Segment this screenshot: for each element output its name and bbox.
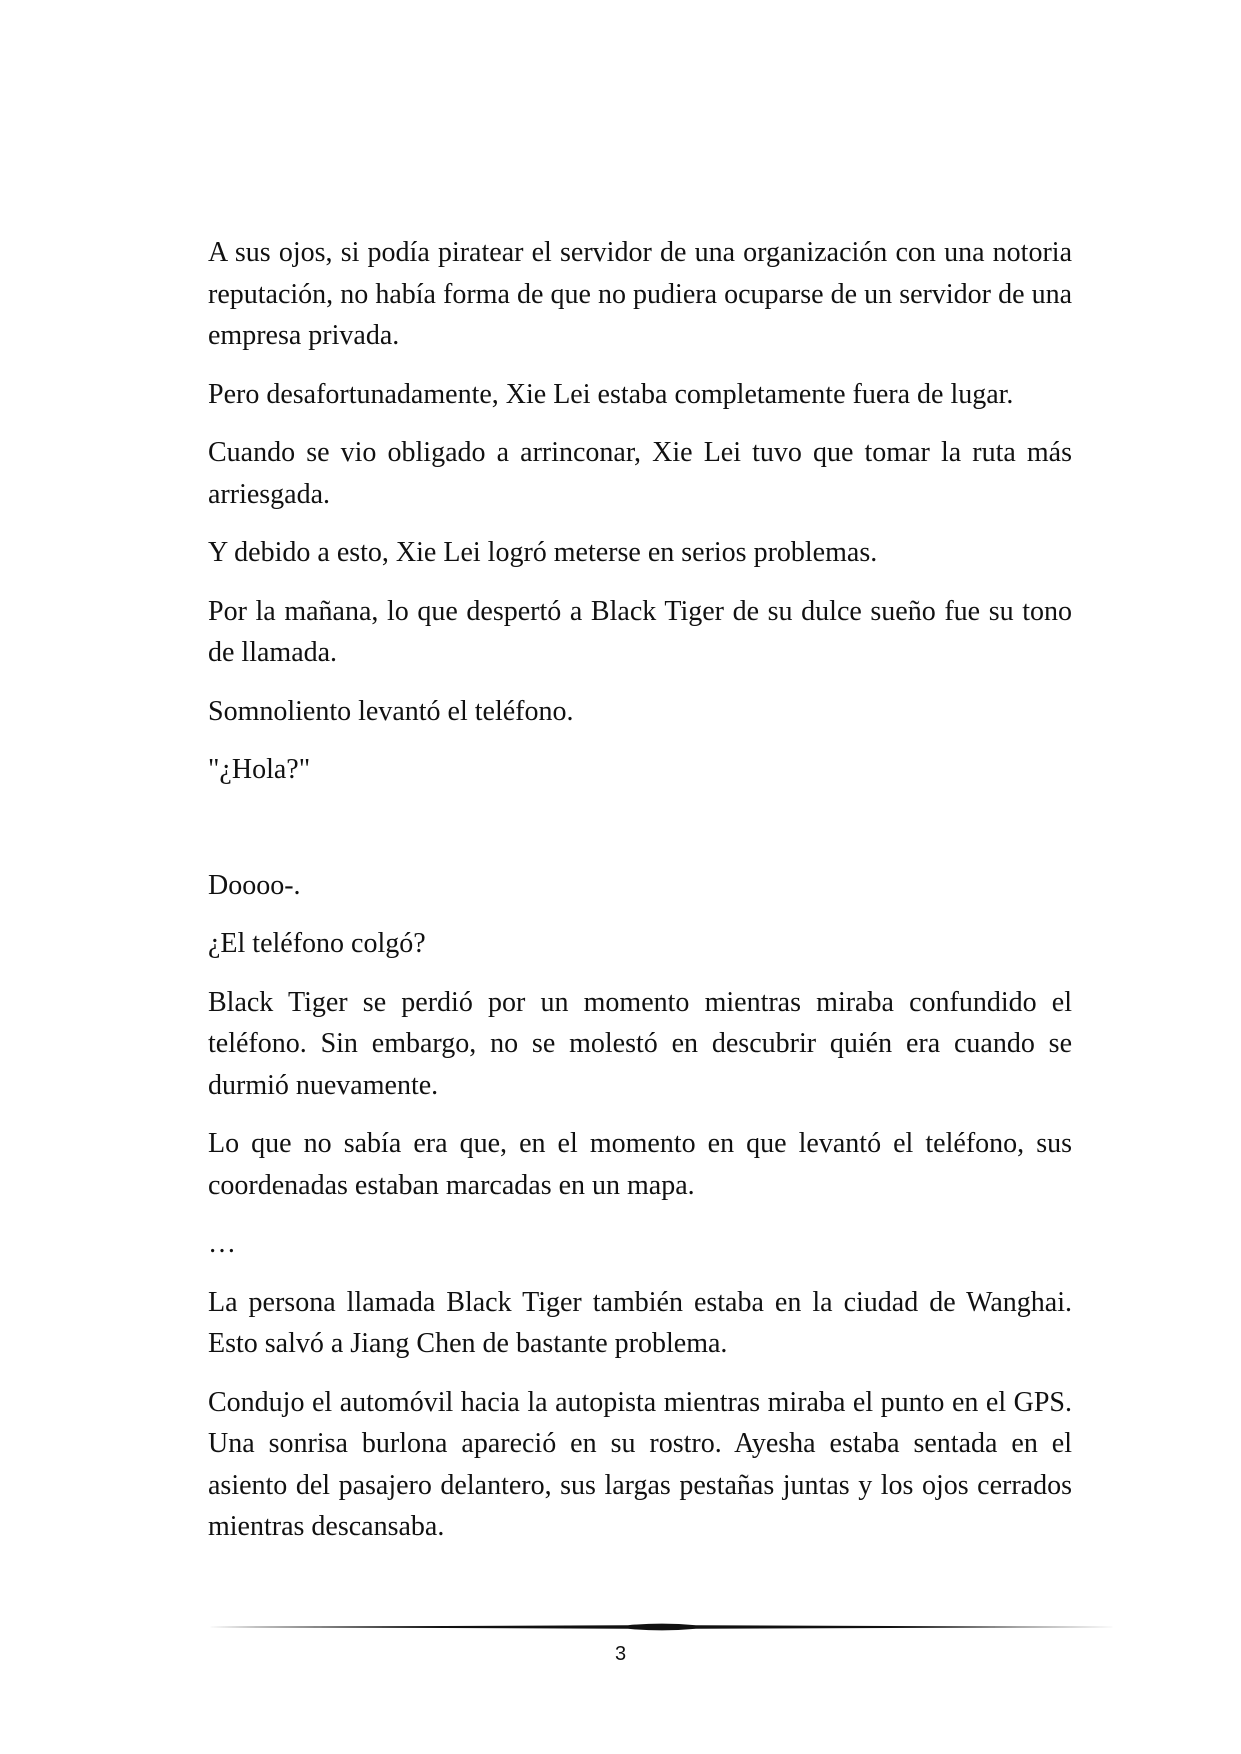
paragraph: Black Tiger se perdió por un momento mientras miraba confundido el teléfono. Sin embargo, no se molestó en descubrir quién era cuando se durmió nuevamente. (208, 986, 1072, 1101)
footer-divider (208, 1620, 1116, 1634)
paragraph: Lo que no sabía era que, en el momento en que levantó el teléfono, sus coordenadas estaban marcadas en un mapa. (208, 1128, 1072, 1201)
paragraph: … (208, 1228, 236, 1259)
paragraph: Pero desafortunadamente, Xie Lei estaba completamente fuera de lugar. (208, 378, 1014, 410)
paragraph: ¿El teléfono colgó? (208, 928, 426, 959)
paragraph: Cuando se vio obligado a arrinconar, Xie Lei tuvo que tomar la ruta más arriesgada. (208, 437, 1072, 510)
paragraph: La persona llamada Black Tiger también estaba en la ciudad de Wanghai. Esto salvó a Jiang Chen de bastante problema. (208, 1286, 1072, 1359)
body-text (208, 232, 1072, 1565)
paragraph: Condujo el automóvil hacia la autopista mientras miraba el punto en el GPS. Una sonrisa burlona apareció en su rostro. Ayesha estaba sentada en el asiento del pasajero delantero, sus largas pestañas juntas y los ojos cerrados mientras descansaba. (208, 1386, 1072, 1542)
paragraph: Y debido a esto, Xie Lei logró meterse en serios problemas. (208, 537, 878, 568)
paragraph: Somnoliento levantó el teléfono. (208, 695, 574, 727)
paragraph: Por la mañana, lo que despertó a Black Tiger de su dulce sueño fue su tono de llamada. (208, 595, 1072, 668)
paragraph: "¿Hola?" (208, 754, 311, 785)
paragraph: Doooo-. (208, 869, 301, 901)
page-number: 3 (614, 1643, 627, 1665)
paragraph: A sus ojos, si podía piratear el servidor de una organización con una notoria reputación, no había forma de que no pudiera ocuparse de un servidor de una empresa privada. (208, 237, 1072, 351)
